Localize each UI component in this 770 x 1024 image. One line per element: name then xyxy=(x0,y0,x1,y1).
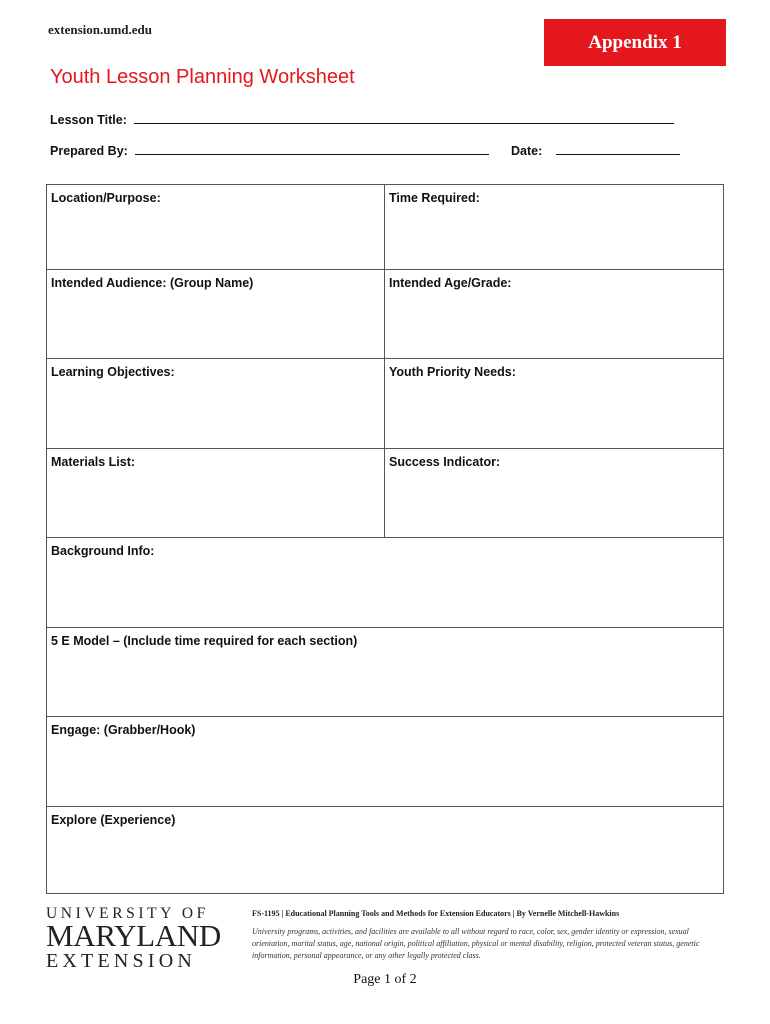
five-e-model-label: 5 E Model – (Include time required for each section) xyxy=(51,634,358,648)
engage-label: Engage: (Grabber/Hook) xyxy=(51,723,196,737)
prepared-by-row xyxy=(50,142,489,158)
logo-line-maryland: MARYLAND xyxy=(46,918,222,953)
date-blank[interactable] xyxy=(556,142,680,155)
intended-audience-cell[interactable] xyxy=(47,270,385,359)
prepared-by-label: Prepared By: xyxy=(50,144,128,158)
worksheet-grid xyxy=(46,184,724,894)
success-indicator-label: Success Indicator: xyxy=(389,455,501,469)
logo-line-university: UNIVERSITY OF xyxy=(46,905,209,922)
explore-label: Explore (Experience) xyxy=(51,813,176,827)
location-purpose-cell[interactable] xyxy=(47,185,385,270)
intended-age-grade-label: Intended Age/Grade: xyxy=(389,276,512,290)
site-url: extension.umd.edu xyxy=(48,22,153,37)
footer-disclaimer: University programs, activities, and facilities are available to all without regard to race, color, sex, gender identity or expression, sexual orientation, marital status, age, national origin, political affiliation, physical or mental disability, religion, protected veteran status, genetic information, personal appearance, or any other legally protected class. xyxy=(252,927,700,961)
youth-priority-needs-label: Youth Priority Needs: xyxy=(389,365,516,379)
logo-line-extension: EXTENSION xyxy=(46,950,197,972)
time-required-label: Time Required: xyxy=(389,191,480,205)
learning-objectives-label: Learning Objectives: xyxy=(51,365,175,379)
appendix-badge: Appendix 1 xyxy=(544,19,726,66)
prepared-by-blank[interactable] xyxy=(135,142,489,155)
materials-list-label: Materials List: xyxy=(51,455,136,469)
background-info-label: Background Info: xyxy=(51,544,155,558)
youth-priority-needs-cell[interactable] xyxy=(385,359,723,449)
background-info-cell[interactable] xyxy=(47,538,723,628)
explore-cell[interactable] xyxy=(47,807,723,893)
umd-extension-logo xyxy=(46,905,228,972)
lesson-title-blank[interactable] xyxy=(134,111,674,124)
materials-list-cell[interactable] xyxy=(47,449,385,538)
learning-objectives-cell[interactable] xyxy=(47,359,385,449)
five-e-model-cell[interactable] xyxy=(47,628,723,717)
footer-citation: FS-1195 | Educational Planning Tools and Methods for Extension Educators | By Vernelle Mitchell-Hawkins xyxy=(252,909,620,918)
date-label: Date: xyxy=(511,144,543,158)
page-number: Page 1 of 2 xyxy=(353,972,417,987)
date-row xyxy=(511,142,680,158)
location-purpose-label: Location/Purpose: xyxy=(51,191,161,205)
intended-age-grade-cell[interactable] xyxy=(385,270,723,359)
time-required-cell[interactable] xyxy=(385,185,723,270)
intended-audience-label: Intended Audience: (Group Name) xyxy=(51,276,254,290)
lesson-title-label: Lesson Title: xyxy=(50,113,127,127)
engage-cell[interactable] xyxy=(47,717,723,807)
page-title: Youth Lesson Planning Worksheet xyxy=(50,66,355,88)
success-indicator-cell[interactable] xyxy=(385,449,723,538)
lesson-title-row xyxy=(50,111,674,127)
